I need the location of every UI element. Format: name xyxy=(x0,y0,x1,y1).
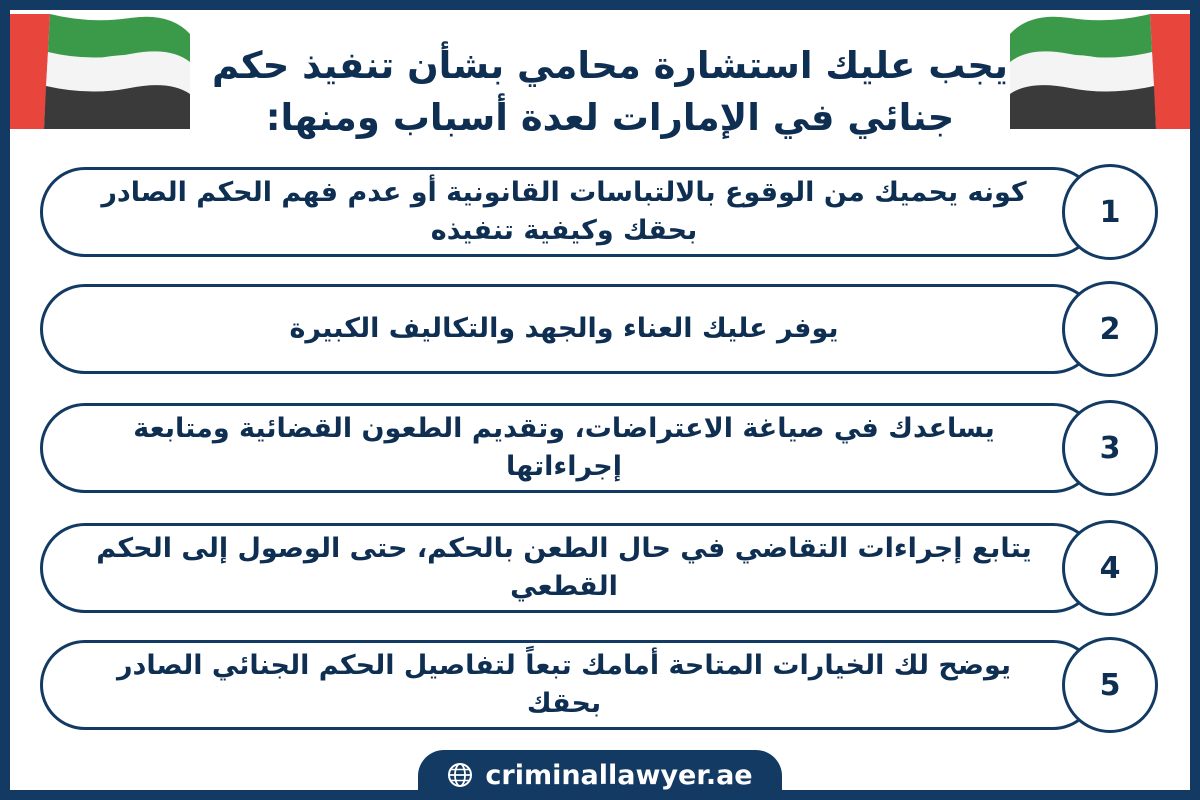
reason-number-badge: 5 xyxy=(1062,637,1158,733)
reason-number-badge: 1 xyxy=(1062,164,1158,260)
website-url[interactable]: criminallawyer.ae xyxy=(485,759,753,791)
reason-number-badge: 4 xyxy=(1062,520,1158,616)
reason-item-3 xyxy=(40,403,1098,493)
reason-item-5 xyxy=(40,640,1098,730)
globe-icon xyxy=(447,762,473,788)
reason-item-4 xyxy=(40,523,1098,613)
reason-item-2 xyxy=(40,284,1098,374)
reason-text: كونه يحميك من الوقوع بالالتباسات القانونية أو عدم فهم الحكم الصادر بحقك وكيفية تنفيذه xyxy=(101,177,1027,246)
uae-flag-left xyxy=(10,14,200,129)
reason-item-1 xyxy=(40,167,1098,257)
reason-number-badge: 3 xyxy=(1062,400,1158,496)
reason-number-badge: 2 xyxy=(1062,281,1158,377)
title-line-1: يجب عليك استشارة محامي بشأن تنفيذ حكم xyxy=(212,44,1008,87)
infographic-frame xyxy=(10,10,1190,790)
uae-flag-right xyxy=(1000,14,1190,129)
reason-text: يوفر عليك العناء والجهد والتكاليف الكبيرة xyxy=(289,313,839,344)
reason-text: يساعدك في صياغة الاعتراضات، وتقديم الطعون القضائية ومتابعة إجراءاتها xyxy=(133,413,995,482)
reason-text: يتابع إجراءات التقاضي في حال الطعن بالحكم، حتى الوصول إلى الحكم القطعي xyxy=(96,533,1032,602)
title-line-2: جنائي في الإمارات لعدة أسباب ومنها: xyxy=(265,96,955,139)
website-badge[interactable] xyxy=(418,750,782,800)
reason-text: يوضح لك الخيارات المتاحة أمامك تبعاً لتفاصيل الحكم الجنائي الصادر بحقك xyxy=(116,650,1012,719)
page-title xyxy=(210,40,1010,144)
